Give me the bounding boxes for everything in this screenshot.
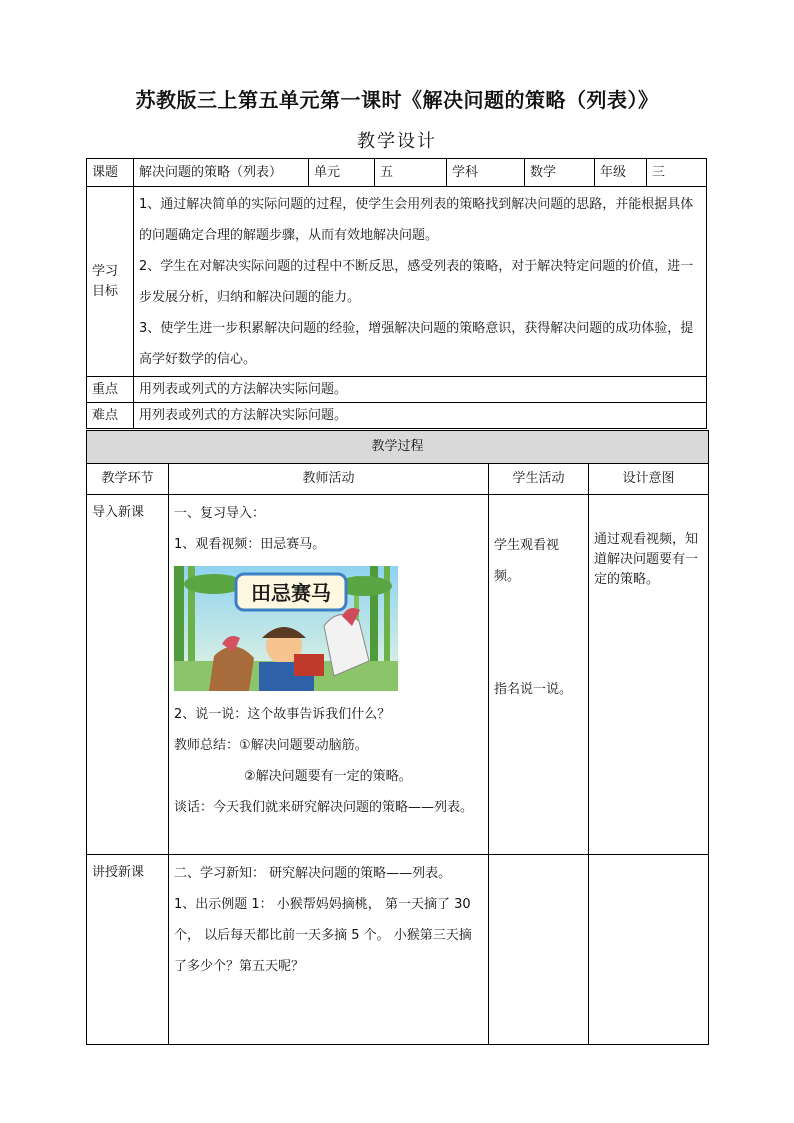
stage-intro: 导入新课 [87, 495, 169, 855]
difficulty-label: 难点 [87, 403, 134, 429]
column-header: 教学环节 [87, 464, 169, 495]
goals-content [134, 187, 707, 377]
column-header: 教师活动 [169, 464, 489, 495]
grade-value: 三 [647, 159, 707, 187]
unit-label: 单元 [309, 159, 375, 187]
topic-value: 解决问题的策略（列表） [134, 159, 309, 187]
topic-label: 课题 [87, 159, 134, 187]
key-label: 重点 [87, 377, 134, 403]
process-table [86, 430, 709, 1045]
goals-label: 学习 目标 [87, 187, 134, 377]
goal-item: 2、学生在对解决实际问题的过程中不断反思，感受列表的策略，对于解决特定问题的价值，进一步发展分析，归纳和解决问题的能力。 [139, 258, 694, 305]
tianji-horse-race-image [174, 566, 398, 691]
design-intent-new-lesson [589, 855, 709, 1045]
grade-label: 年级 [595, 159, 647, 187]
teacher-activity-new-lesson: 二、学习新知： 研究解决问题的策略——列表。 1、出示例题 1： 小猴帮妈妈摘桃， 第一天摘了 30 个， 以后每天都比前一天多摘 5 个。 小猴第三天摘了多少个？第五天呢？ [169, 855, 489, 1045]
goal-item: 3、使学生进一步积累解决问题的经验，增强解决问题的策略意识，获得解决问题的成功体验，提高学好数学的信心。 [139, 320, 694, 367]
image-caption: 田忌赛马 [251, 581, 331, 605]
process-header: 教学过程 [87, 431, 709, 464]
unit-value: 五 [375, 159, 447, 187]
student-activity-new-lesson [489, 855, 589, 1045]
student-activity-intro: 学生观看视频。 指名说一说。 [489, 495, 589, 855]
teacher-activity-intro: 一、复习导入： 1、观看视频：田忌赛马。 田忌赛马 2、说一说：这个故事告诉我们什么？ 教师总结：①解决问题要动脑筋。 ②解决问题要有一定的策略。 谈话：今天我们就来研究解决问题的策略——列表。 [169, 495, 489, 855]
design-intent-intro: 通过观看视频，知道解决问题要有一定的策略。 [589, 495, 709, 855]
column-header: 学生活动 [489, 464, 589, 495]
document-title: 苏教版三上第五单元第一课时《解决问题的策略（列表）》 [135, 88, 659, 112]
info-table [86, 158, 707, 429]
column-header: 设计意图 [589, 464, 709, 495]
difficulty-value: 用列表或列式的方法解决实际问题。 [134, 403, 707, 429]
subject-label: 学科 [447, 159, 525, 187]
subject-value: 数学 [525, 159, 595, 187]
stage-new-lesson: 讲授新课 [87, 855, 169, 1045]
goal-item: 1、通过解决简单的实际问题的过程，使学生会用列表的策略找到解决问题的思路，并能根据具体的问题确定合理的解题步骤，从而有效地解决问题。 [139, 196, 694, 243]
document-subtitle: 教学设计 [357, 131, 437, 152]
key-value: 用列表或列式的方法解决实际问题。 [134, 377, 707, 403]
